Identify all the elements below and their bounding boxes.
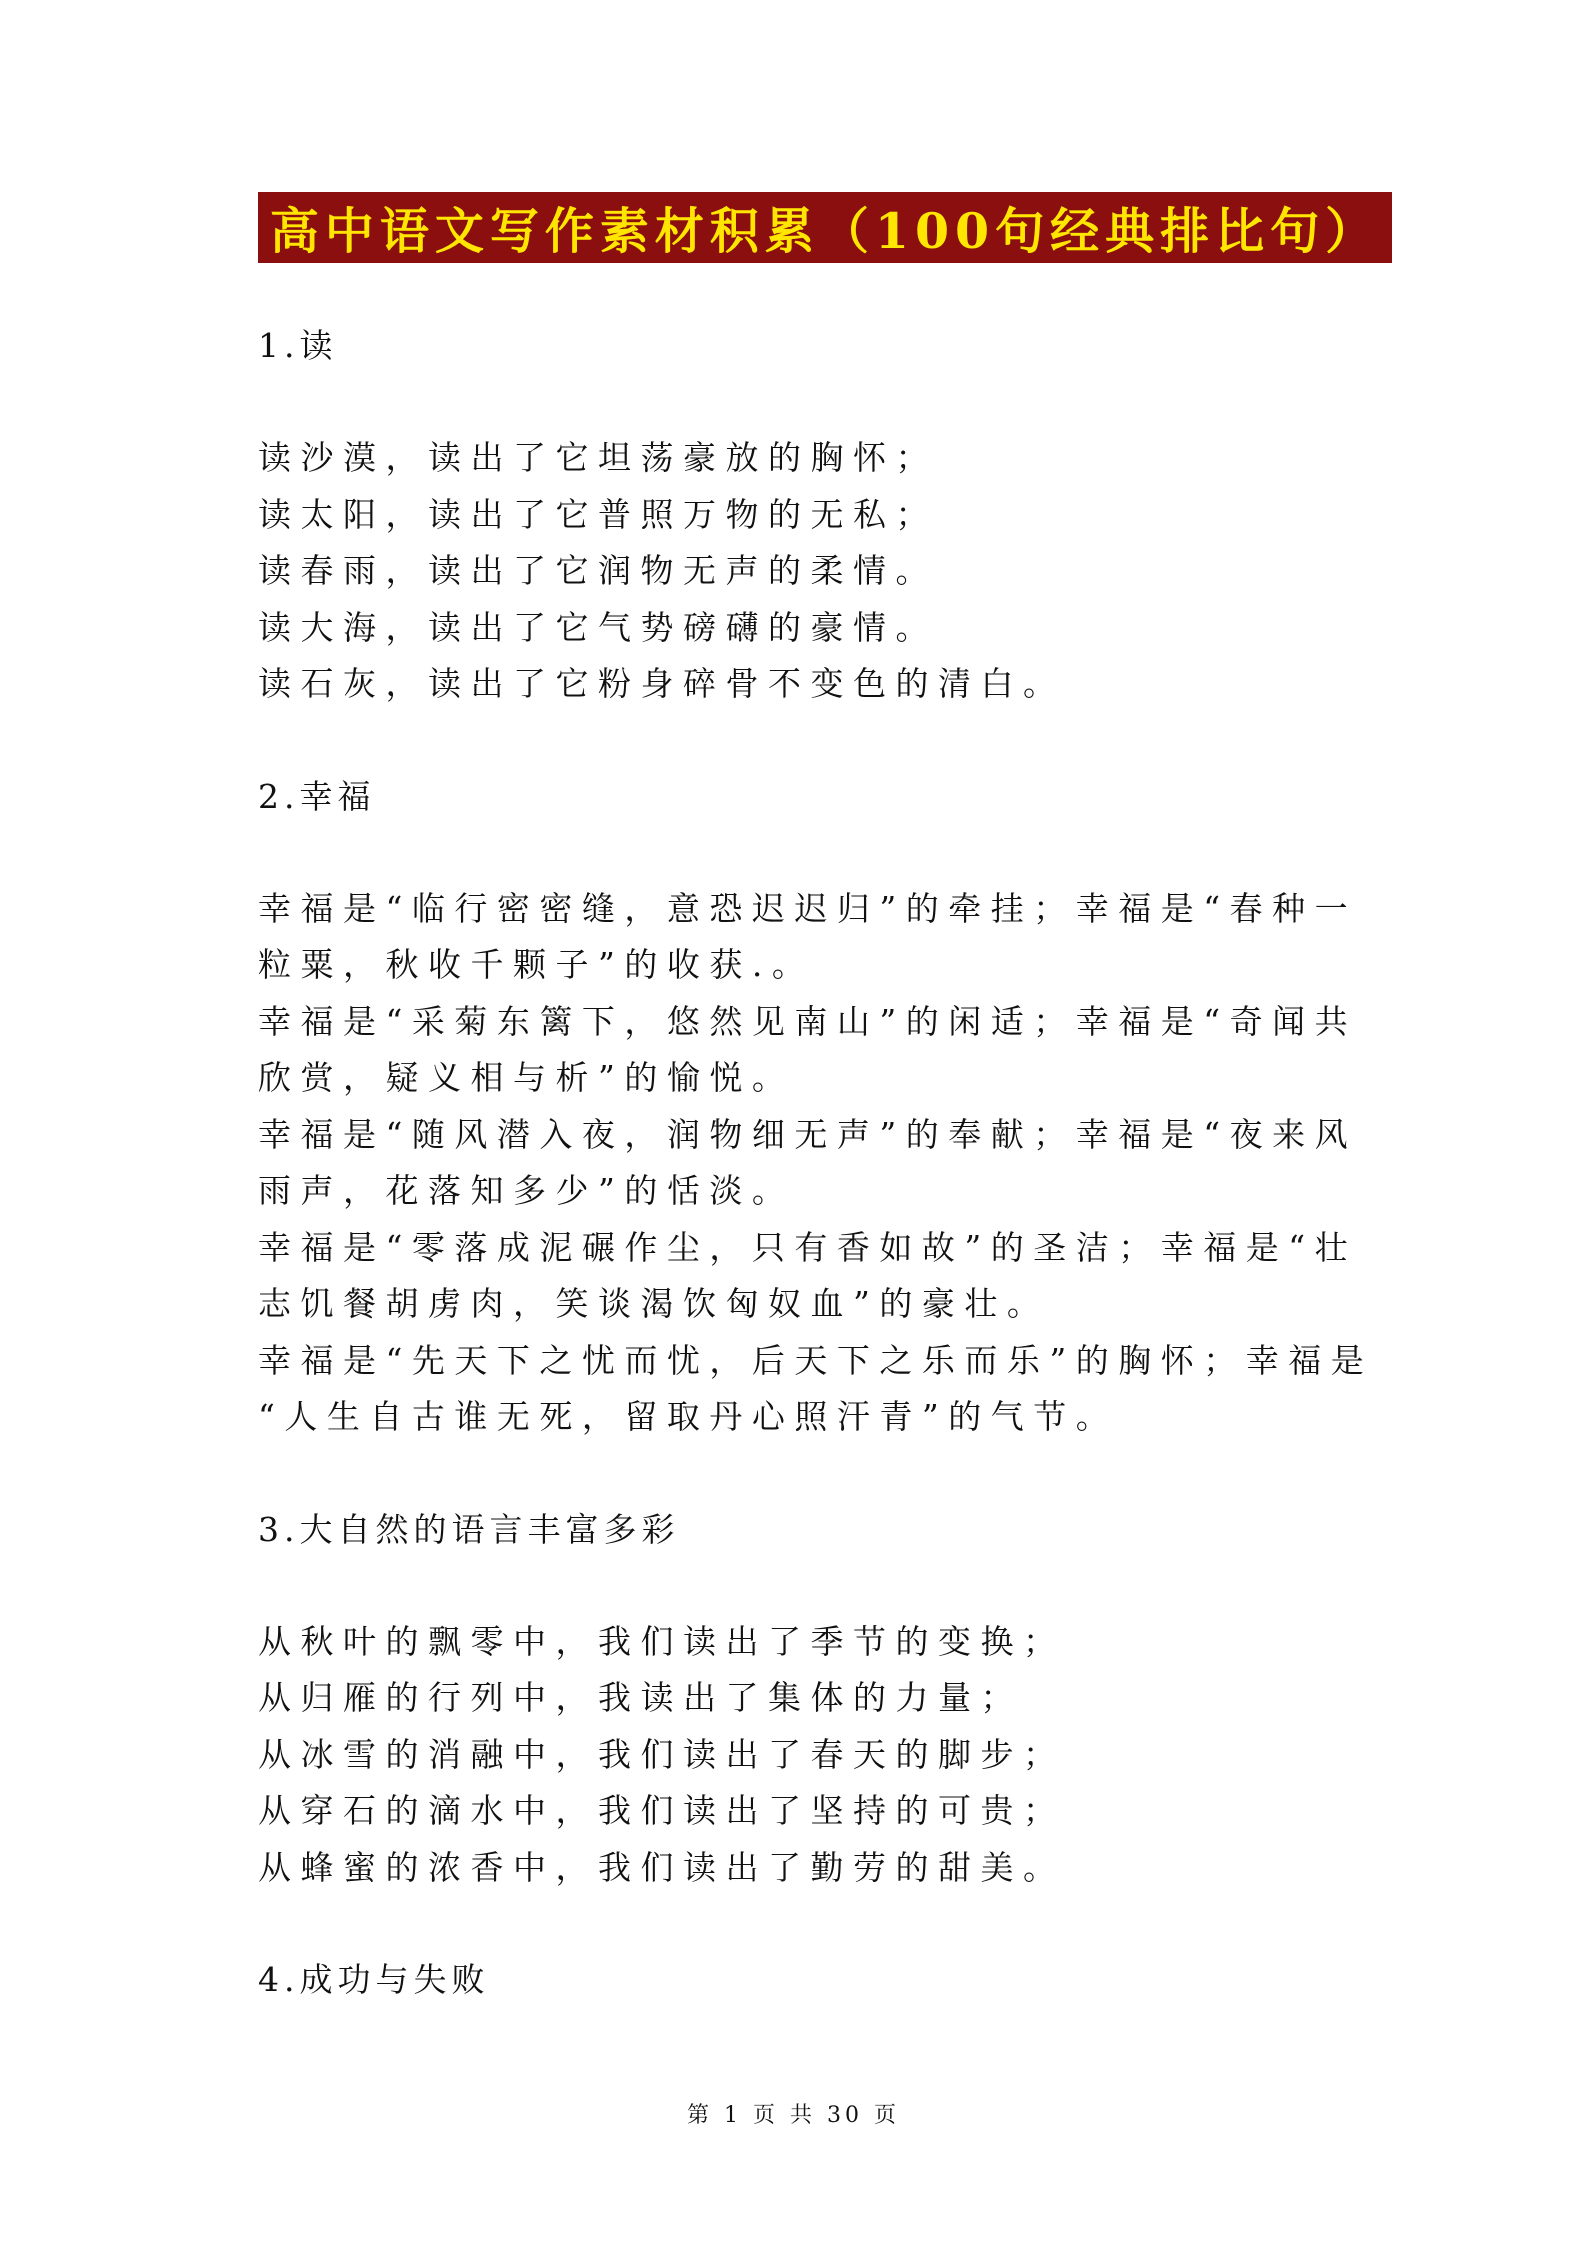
section-4 <box>258 1952 1358 2008</box>
section-lines <box>258 430 1358 713</box>
text-line: 从穿石的滴水中，我们读出了坚持的可贵； <box>258 1791 1066 1830</box>
text-line: 读太阳，读出了它普照万物的无私； <box>258 494 938 534</box>
text-line: 欣赏，疑义相与析”的愉悦。 <box>258 1058 795 1097</box>
text-line: 雨声，花落知多少”的恬淡。 <box>258 1171 795 1210</box>
text-line: 读石灰，读出了它粉身碎骨不变色的清白。 <box>258 664 1066 703</box>
text-line: “人生自古谁无死，留取丹心照汗青”的气节。 <box>258 1397 1119 1436</box>
page-footer: 第 1 页 共 30 页 <box>687 2103 900 2128</box>
section-heading: 2.幸福 <box>258 776 376 816</box>
text-line: 从秋叶的飘零中，我们读出了季节的变换； <box>258 1621 1066 1661</box>
text-line: 读沙漠，读出了它坦荡豪放的胸怀； <box>258 438 938 477</box>
text-line: 志饥餐胡虏肉，笑谈渴饮匈奴血”的豪壮。 <box>258 1284 1050 1323</box>
section-lines <box>258 881 1374 1446</box>
text-line: 从冰雪的消融中，我们读出了春天的脚步； <box>258 1734 1066 1774</box>
section-2 <box>258 769 1374 1446</box>
section-3 <box>258 1502 1358 1897</box>
text-line: 幸福是“先天下之忧而忧，后天下之乐而乐”的胸怀；幸福是 <box>258 1340 1374 1380</box>
document-title: 高中语文写作素材积累（100句经典排比句） <box>269 201 1381 260</box>
section-heading: 1.读 <box>258 326 338 365</box>
section-heading: 3.大自然的语言丰富多彩 <box>258 1509 680 1549</box>
text-line: 幸福是“采菊东篱下，悠然见南山”的闲适；幸福是“奇闻共 <box>258 1001 1358 1041</box>
text-line: 读大海，读出了它气势磅礴的豪情。 <box>258 607 938 647</box>
text-line: 读春雨，读出了它润物无声的柔情。 <box>258 551 938 590</box>
text-line: 从蜂蜜的浓香中，我们读出了勤劳的甜美。 <box>258 1847 1066 1887</box>
section-lines <box>258 1614 1358 1897</box>
text-line: 从归雁的行列中，我读出了集体的力量； <box>258 1678 1023 1717</box>
document-body <box>258 318 1374 2008</box>
text-line: 幸福是“随风潜入夜，润物细无声”的奉献；幸福是“夜来风 <box>258 1114 1358 1154</box>
text-line: 幸福是“临行密密缝，意恐迟迟归”的牵挂；幸福是“春种一 <box>258 888 1358 928</box>
text-line: 粒粟，秋收千颗子”的收获.。 <box>258 945 815 984</box>
title-banner <box>258 192 1392 263</box>
section-1 <box>258 318 1358 713</box>
text-line: 幸福是“零落成泥碾作尘，只有香如故”的圣洁；幸福是“壮 <box>258 1227 1358 1267</box>
section-heading: 4.成功与失败 <box>258 1960 490 1999</box>
